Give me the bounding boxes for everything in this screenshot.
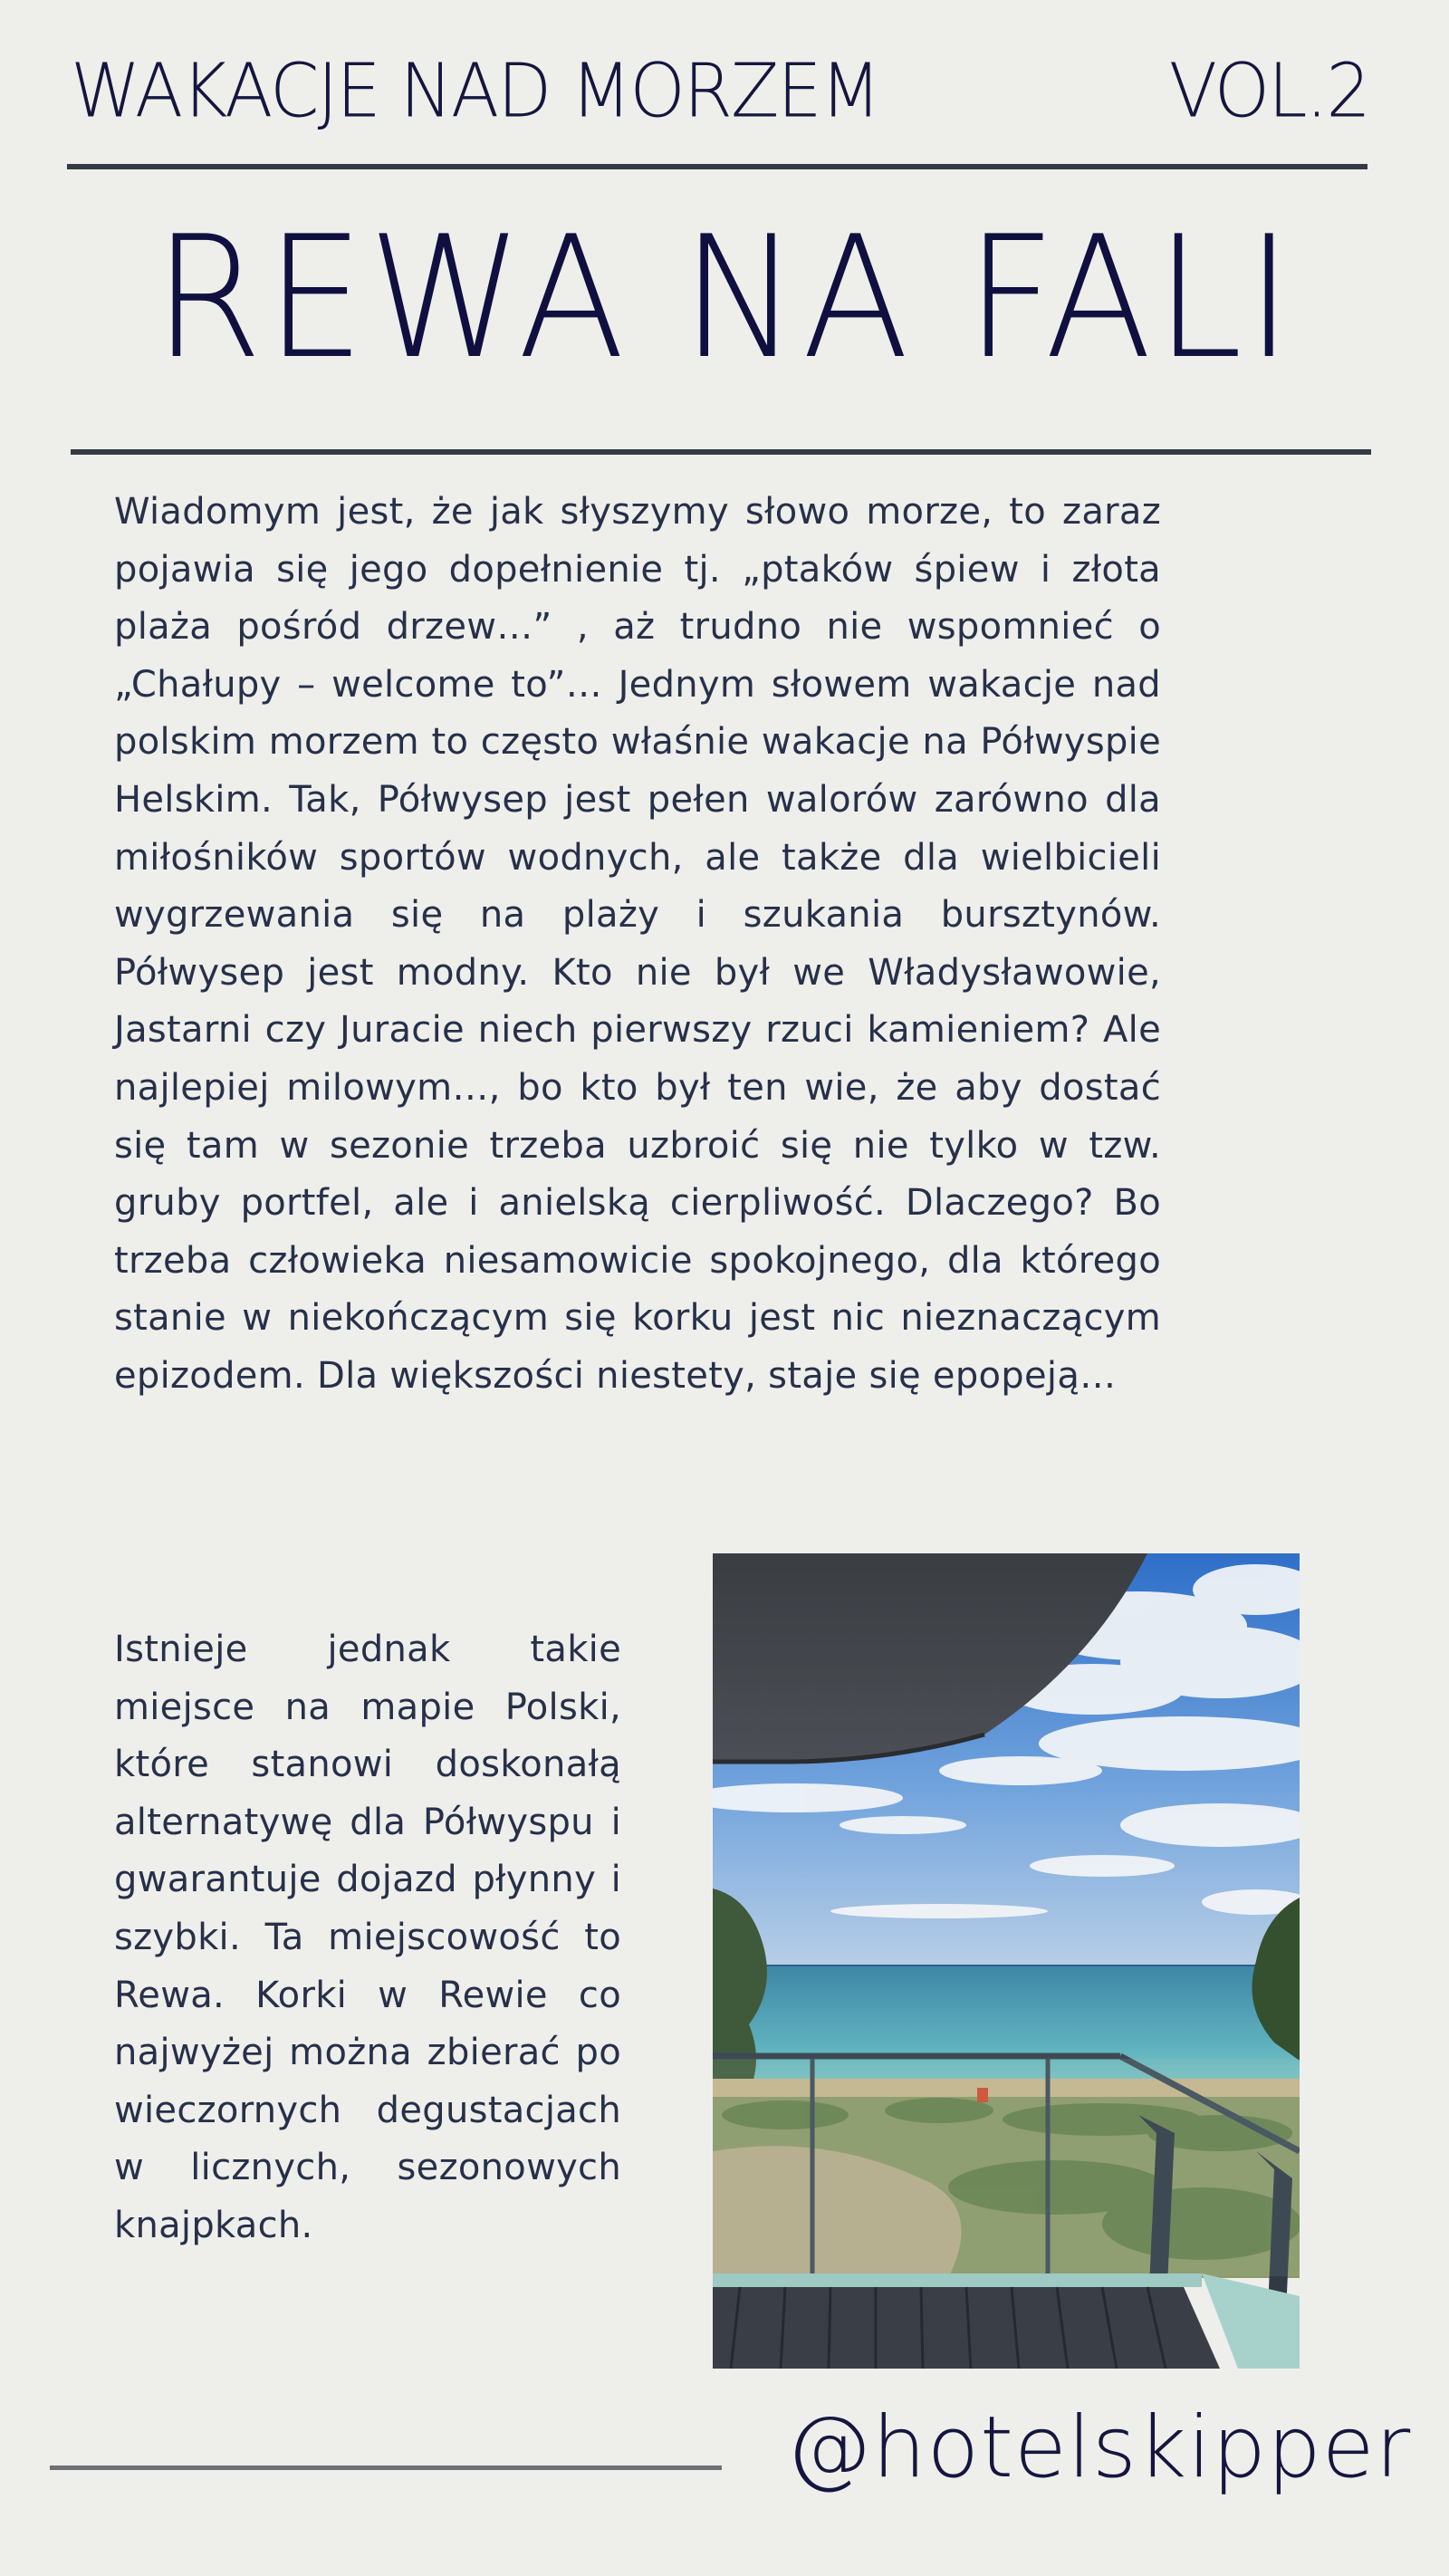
- balcony-sea-view-photo: [713, 1553, 1300, 2369]
- magazine-header: [71, 48, 1369, 135]
- volume-label: VOL.2: [1168, 48, 1369, 135]
- header-kicker: WAKACJE NAD MORZEM: [71, 48, 879, 135]
- top-divider: [67, 164, 1367, 169]
- article-title: REWA NA FALI: [153, 199, 1296, 396]
- title-divider: [71, 449, 1371, 455]
- article-paragraph-2: Istnieje jednak takie miejsce na mapie Polski, które stanowi doskonałą alternatywę dla Półwyspu i gwarantuje dojazd płynny i szybki. Ta miejscowość to Rewa. Korki w Rewie co najwyżej można zbierać po wieczornych degustacjach w licznych, sezonowych knajpkach.: [114, 1629, 621, 2246]
- instagram-handle: @hotelskipper: [786, 2398, 1412, 2497]
- footer-divider: [50, 2465, 722, 2470]
- article-paragraph-1: Wiadomym jest, że jak słyszymy słowo morze, to zaraz pojawia się jego dopełnienie tj. „ptaków śpiew i złota plaża pośród drzew…” , aż trudno nie wspomnieć o „Chałupy – welcome to”… Jednym słowem wakacje nad polskim morzem to często właśnie wakacje na Półwyspie Helskim. Tak, Półwysep jest pełen walorów zarówno dla miłośników sportów wodnych, ale także dla wielbicieli wygrzewania się na plaży i szukania bursztynów. Półwysep jest modny. Kto nie był we Władysławowie, Jastarni czy Juracie niech pierwszy rzuci kamieniem? Ale najlepiej milowym…, bo kto był ten wie, że aby dostać się tam w sezonie trzeba uzbroić się nie tylko w tzw. gruby portfel, ale i anielską cierpliwość. Dlaczego? Bo trzeba człowieka niesamowicie spokojnego, dla którego stanie w niekończącym się korku jest nic nieznaczącym epizodem. Dla większości niestety, staje się epopeją…: [114, 491, 1161, 1397]
